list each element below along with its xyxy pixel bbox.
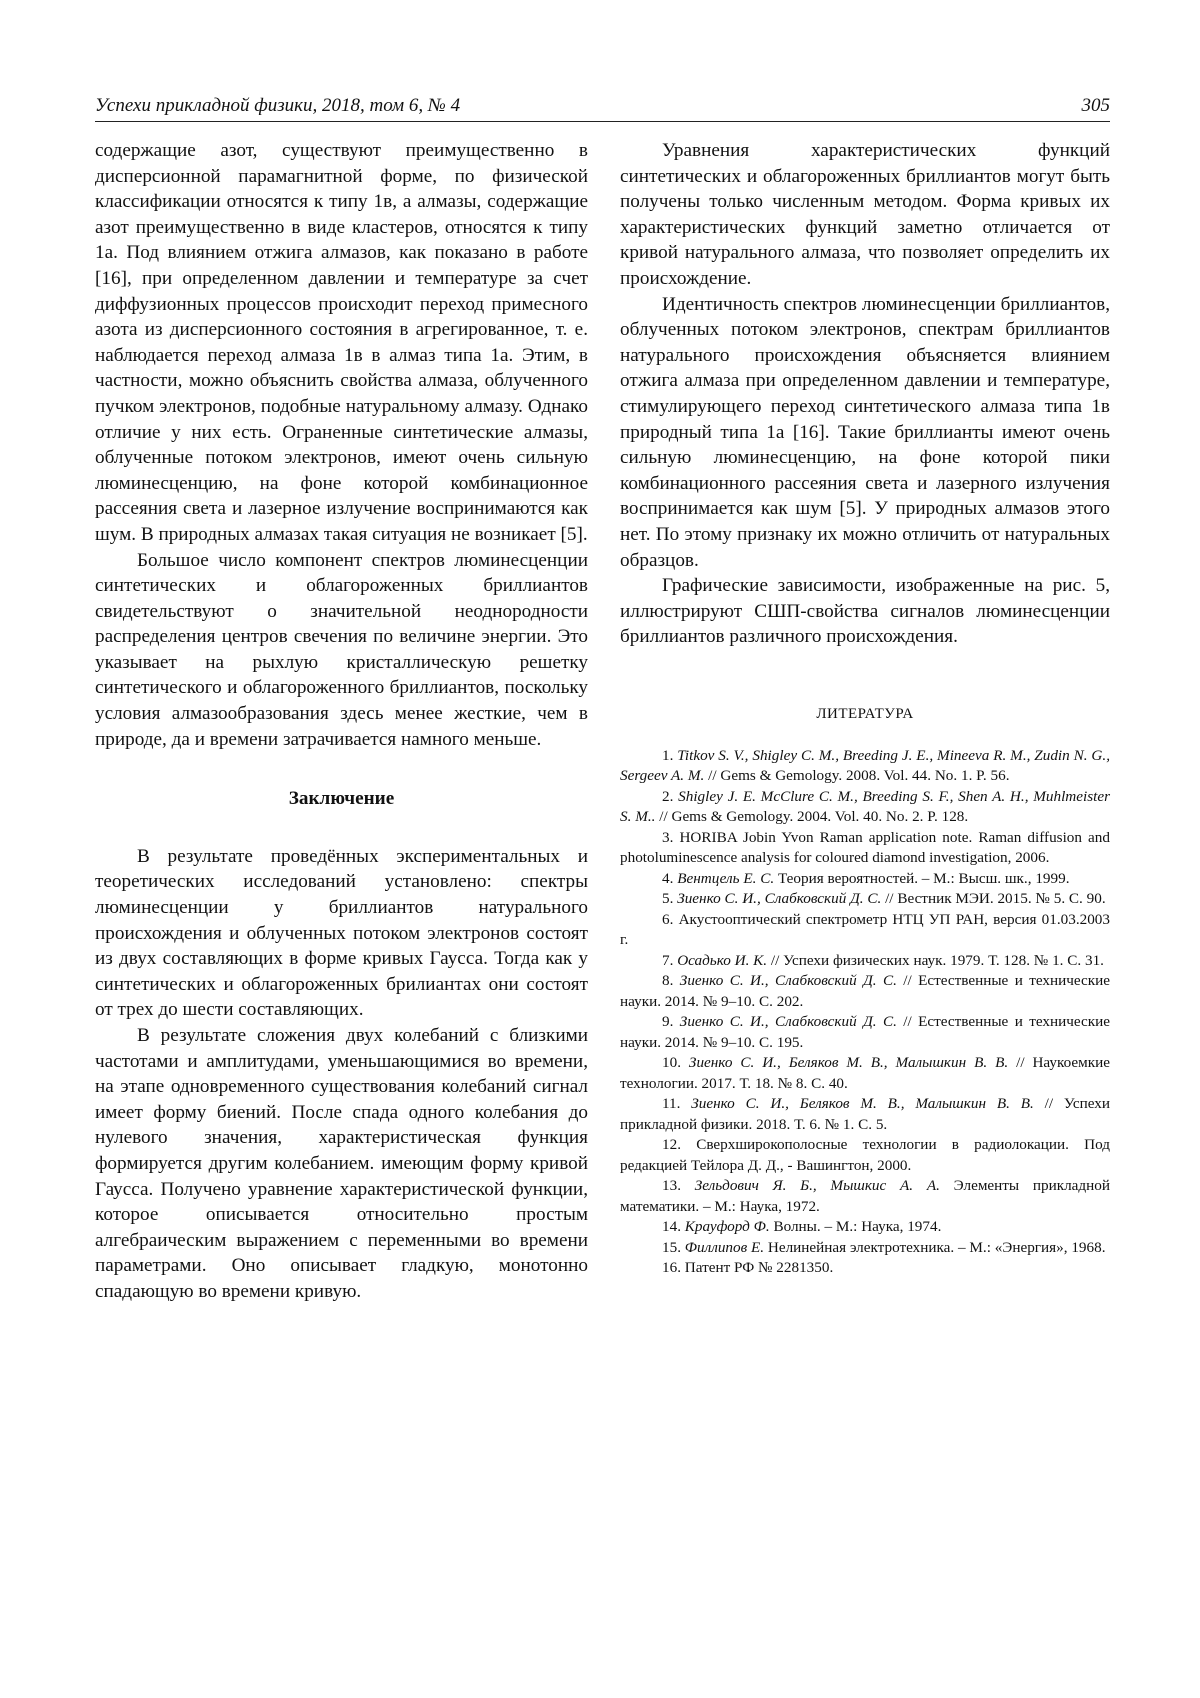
reference-number: 13.: [662, 1177, 695, 1195]
left-column: [95, 138, 588, 1305]
reference-authors: Зиенко С. И., Слабковский Д. С.: [679, 972, 897, 990]
reference-authors: Зельдович Я. Б., Мышкис А. А.: [694, 1177, 940, 1195]
page-number: 305: [1081, 95, 1110, 116]
reference-details: // Естественные и технические науки. 2014. № 9–10. С. 195.: [620, 1013, 1110, 1051]
references-title: ЛИТЕРАТУРА: [816, 705, 914, 722]
reference-authors: Крауфорд Ф.: [684, 1218, 770, 1236]
reference-details: Патент РФ № 2281350.: [684, 1259, 834, 1277]
reference-details: // Вестник МЭИ. 2015. № 5. С. 90.: [881, 890, 1106, 908]
reference-details: // Естественные и технические науки. 2014. № 9–10. С. 202.: [620, 972, 1110, 1010]
reference-number: 11.: [662, 1095, 692, 1113]
right-column: [620, 138, 1110, 1279]
reference-number: 5.: [662, 890, 678, 908]
reference-number: 15.: [662, 1238, 685, 1256]
reference-authors: Зиенко С. И., Беляков М. В., Малышкин В. В.: [691, 1095, 1034, 1113]
reference-item: [620, 1094, 1110, 1135]
reference-number: 6.: [662, 910, 679, 928]
reference-number: 4.: [662, 869, 678, 887]
reference-authors: Shigley J. E. McClure C. M., Breeding S. F., Shen A. H., Muhlmeister S. M..: [620, 787, 1111, 826]
journal-title: Успехи прикладной физики, 2018, том 6, № 4: [95, 95, 461, 116]
paragraph: Большое число компонент спектров люминесценции синтетических и облагороженных бриллиантов свидетельствуют о значительной неоднородности распределения центров свечения по величине энергии. Это указывает на рыхлую кристаллическую решетку синтетического и облагороженного бриллиантов, поскольку условия алмазообразования здесь менее жесткие, чем в природе, да и времени затрачивается намного меньше.: [95, 549, 588, 750]
references-list: [620, 746, 1110, 1279]
reference-number: 3.: [662, 828, 680, 846]
reference-authors: Зиенко С. И., Слабковский Д. С.: [679, 1013, 897, 1031]
reference-details: Волны. – М.: Наука, 1974.: [769, 1218, 942, 1236]
reference-details: Акустооптический спектрометр НТЦ УП РАН, версия 01.03.2003 г.: [620, 910, 1110, 949]
reference-item: [620, 1176, 1110, 1217]
paragraph: В результате сложения двух колебаний с близкими частотами и амплитудами, уменьшающимися во времени, на этапе одновременного существования колебаний сигнал имеет форму биений. После спада одного колебания до нулевого значения, характеристическая функция формируется другим колебанием. имеющим форму кривой Гаусса. Получено уравнение характеристической функции, которое описывается относительно простым алгебраическим выражением с переменными во времени параметрами. Оно описывает гладкую, монотонно спадающую во времени кривую.: [95, 1025, 588, 1302]
reference-item: [620, 828, 1110, 869]
reference-item: [620, 1135, 1110, 1176]
reference-details: // Gems & Gemology. 2004. Vol. 40. No. 2. P. 128.: [655, 808, 969, 826]
paragraph: Идентичность спектров люминесценции бриллиантов, облученных потоком электронов, спектрам бриллиантов натурального происхождения объясняется влиянием отжига алмаза при определенном давлении и температуре, стимулирующего переход синтетического алмаза типа 1в природный типа 1а [16]. Такие бриллианты имеют очень сильную люминесценцию, на фоне которой пики комбинационного рассеяния света и лазерного излучения воспринимается как шум [5]. У природных алмазов этого нет. По этому признаку их можно отличить от натуральных образцов.: [620, 293, 1110, 571]
reference-authors: Titkov S. V., Shigley C. M., Breeding J. E., Mineeva R. M., Zudin N. G., Sergeev A. M.: [620, 746, 1110, 785]
reference-number: 12.: [662, 1136, 697, 1154]
reference-item: [620, 1217, 1110, 1238]
reference-item: [620, 746, 1110, 787]
reference-item: [620, 787, 1110, 828]
section-title-conclusion: Заключение: [288, 788, 395, 810]
reference-details: // Gems & Gemology. 2008. Vol. 44. No. 1. P. 56.: [704, 767, 1010, 785]
reference-details: Теория вероятностей. – М.: Высш. шк., 1999.: [774, 869, 1070, 887]
reference-item: [620, 1238, 1110, 1259]
reference-number: 14.: [662, 1218, 685, 1236]
paragraph: Уравнения характеристических функций синтетических и облагороженных бриллиантов могут быть получены только численным методом. Форма кривых их характеристических функций заметно отличается от кривой натурального алмаза, что позволяет определить их происхождение.: [620, 140, 1110, 289]
reference-item: [620, 910, 1110, 951]
reference-details: Нелинейная электротехника. – М.: «Энергия», 1968.: [764, 1238, 1106, 1256]
reference-authors: Филлипов Е.: [684, 1238, 765, 1256]
reference-item: [620, 869, 1110, 890]
reference-number: 9.: [662, 1013, 680, 1031]
reference-authors: Вентцель Е. С.: [677, 869, 775, 887]
reference-number: 10.: [662, 1054, 689, 1072]
reference-details: // Наукоемкие технологии. 2017. Т. 18. № 8. С. 40.: [620, 1054, 1110, 1092]
running-header: [95, 90, 1110, 122]
reference-authors: Зиенко С. И., Беляков М. В., Малышкин В. В.: [688, 1054, 1009, 1072]
reference-details: // Успехи физических наук. 1979. Т. 128. № 1. С. 31.: [767, 951, 1104, 969]
reference-item: [620, 1012, 1110, 1053]
reference-number: 2.: [662, 787, 679, 805]
reference-details: HORIBA Jobin Yvon Raman application note. Raman diffusion and photoluminescence analysis for coloured diamond investigation, 2006.: [620, 828, 1110, 867]
paragraph: В результате проведённых экспериментальных и теоретических исследований установлено: спектры люминесценции у бриллиантов натурального происхождения и облученных потоком электронов состоят из двух составляющих в форме кривых Гаусса. Тогда как у синтетических и облагороженных брилиантах они состоят от трех до шести составляющих.: [95, 845, 588, 1021]
reference-number: 1.: [662, 746, 678, 764]
reference-details: // Успехи прикладной физики. 2018. Т. 6. № 1. С. 5.: [620, 1095, 1110, 1133]
reference-authors: Зиенко С. И., Слабковский Д. С.: [677, 890, 882, 908]
reference-item: [620, 1053, 1110, 1094]
reference-item: [620, 889, 1110, 910]
reference-details: Элементы прикладной математики. – М.: Наука, 1972.: [620, 1177, 1111, 1215]
reference-item: [620, 951, 1110, 972]
reference-number: 16.: [662, 1259, 685, 1277]
reference-item: [620, 1258, 1110, 1279]
reference-item: [620, 971, 1110, 1012]
reference-number: 8.: [662, 972, 680, 990]
reference-authors: Осадько И. К.: [677, 951, 768, 969]
paragraph: содержащие азот, существуют преимущественно в дисперсионной парамагнитной форме, по физической классификации относятся к типу 1в, а алмазы, содержащие азот преимущественно в виде кластеров, относятся к типу 1а. Под влиянием отжига алмазов, как показано в работе [16], при определенном давлении и температуре за счет диффузионных процессов происходит переход примесного азота из дисперсионного состояния в агрегированное, т. е. наблюдается переход алмаза 1в в алмаз типа 1а. Этим, в частности, можно объяснить свойства алмаза, облученного пучком электронов, подобные натуральному алмазу. Однако отличие у них есть. Ограненные синтетические алмазы, облученные потоком электронов, имеют очень сильную люминесценцию, на фоне которой комбинационное рассеяния света и лазерное излучение воспринимаются как шум. В природных алмазах такая ситуация не возникает [5].: [95, 140, 588, 545]
paragraph: Графические зависимости, изображенные на рис. 5, иллюстрируют СШП-свойства сигналов люминесценции бриллиантов различного происхождения.: [620, 575, 1110, 648]
reference-number: 7.: [662, 951, 678, 969]
reference-details: Сверхширокополосные технологии в радиолокации. Под редакцией Тейлора Д. Д., - Вашингтон, 2000.: [620, 1136, 1110, 1174]
